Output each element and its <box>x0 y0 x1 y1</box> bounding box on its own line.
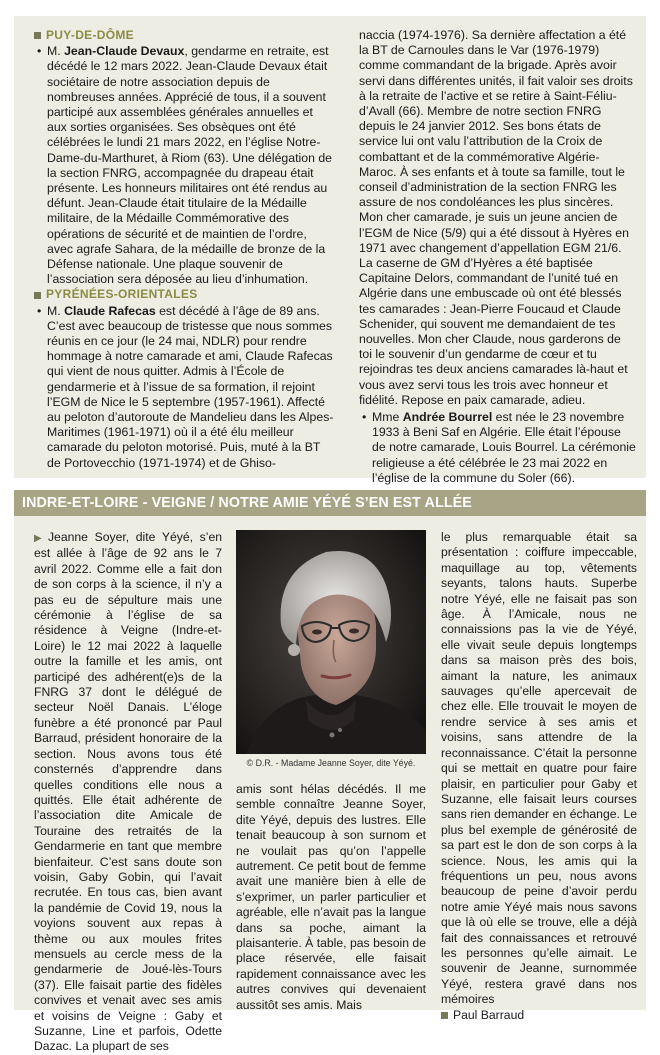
photo-caption: © D.R. - Madame Jeanne Soyer, dite Yéyé. <box>246 758 416 768</box>
person-name: Andrée Bourrel <box>402 410 493 425</box>
story-banner: INDRE-ET-LOIRE - VEIGNE / NOTRE AMIE YÉYÉ S’EN EST ALLÉE <box>14 490 646 516</box>
square-marker-icon <box>34 32 41 39</box>
obituary-rafecas-continuation: naccia (1974-1976). Sa dernière affectation a été la BT de Carnoules dans le Var (1976-1979) comme commandant de la brigade. Après avoir servi dans différentes unités, il fait valoir ses droits à la retraite de l’active et se retire à Saint-Féliu-d’Avall (66). Membre de notre section FNRG depuis le 24 janvier 2012. Ses bons états de service lui ont valu l’attribution de la Croix de combattant et de la commémorative Algérie-Maroc. À ses enfants et à toute sa famille, tout le conseil d’administration de la section FNRG les assure de nos condoléances les plus sincères. Mon cher camarade, je suis un jeune ancien de l’EGM de Nice (5/9) qui a été dissout à Hyères en 1971 avec changement d’appellation EGM 21/6. La caserne de GM d’Hyères a été baptisée Capitaine Delors, commandant de l’unité tué en Algérie dans une embuscade où ont été blessés tes camarades : Jean-Pierre Foucaud et Claude Schenider, qui souvent me demandaient de tes nouvelles. Mon cher Claude, nous garderons de toi le souvenir d’un gendarme de cœur et tu rejoindras tes deux anciens camarades là-haut et vous avez servi tous les trois avec honneur et fidélité. Repose en paix camarade, adieu. <box>359 28 633 407</box>
play-triangle-icon: ▶ <box>34 533 45 544</box>
section-heading-pyrenees-orientales: PYRÉNÉES-ORIENTALES <box>34 287 334 302</box>
obituary-bourrel: • Mme Andrée Bourrel est née le 23 novembre 1933 à Beni Saf en Algérie. Elle était l’épouse de notre camarade, Louis Bourrel. La cérémonie religieuse a été célébrée le 23 mai 2022 en l’église de la commune du Soler (66). <box>362 410 636 485</box>
obituary-devaux: • M. Jean-Claude Devaux, gendarme en retraite, est décédé le 12 mars 2022. Jean-Claude Devaux était sociétaire de notre association depuis de nombreuses années. Apprécié de tous, il a souvent participé aux assemblées générales annuelles et aux sorties organisées. Ses obsèques ont été célébrées le lundi 21 mars 2022, en l’église Notre-Dame-du-Marthuret, à Riom (63). Une délégation de la section FNRG, accompagnée du drapeau était présente. Les honneurs militaires ont été rendus au défunt. Jean-Claude était titulaire de la Médaille militaire, de la Médaille Commémorative des opérations de sécurité et de maintien de l’ordre, avec agrafe Sahara, de la médaille de bronze de la Défense nationale. Une plaque souvenir de l’association sera déposée au lieu d’inhumation. <box>37 44 333 287</box>
bullet-icon: • <box>37 303 42 318</box>
story-signature: Paul Barraud <box>441 1008 637 1023</box>
story-column-2: amis sont hélas décédés. Il me semble connaître Jeanne Soyer, dite Yéyé, depuis des lustres. Elle tenait beaucoup à son surnom et ne voulait pas qu’on l’appelle autrement. Ce petit bout de femme avait une manière bien à elle de s’exprimer, un parler particulier et agréable, elle n’avait pas la langue dans sa poche, aimant la plaisanterie. À table, pas besoin de place réservée, elle faisait rapidement connaissance avec les autres convives qui devenaient aussitôt ses amis. Mais <box>236 782 426 1012</box>
story-column-3-text: le plus remarquable était sa présentation : coiffure impeccable, maquillage au top, vêtements seyants, talons hauts. Superbe notre Yéyé, elle ne faisait pas son âge. À l’Amicale, nous ne connaissions pas la vie de Yéyé, elle vivait seule depuis longtemps dans sa maison près des bois, aimant la nature, les animaux sauvages qu’elle apercevait de chez elle. Elle trouvait le moyen de rendre service à ses amis et voisins, sans attendre de la reconnaissance. C’était la personne qui se mettait en quatre pour faire plaisir, en particulier pour Gaby et Suzanne, elle faisait leurs courses sans rien demander en échange. Le plus bel exemple de générosité de sa part est le don de son corps à la science. Nous, les amis qui la fréquentions un peu, nous avons beaucoup de peine d’avoir perdu notre amie Yéyé mais nous savons que là où elle se trouve, elle a déjà fait des connaissances et retrouvé les personnes qu’elle aimait. Le souvenir de Jeanne, surnommée Yéyé, restera gravé dans nos mémoires <box>441 530 637 1007</box>
portrait-photo <box>236 530 426 754</box>
story-panel <box>14 516 646 1054</box>
person-name: Jean-Claude Devaux <box>64 44 185 59</box>
bullet-icon: • <box>37 44 42 59</box>
obituary-column-right <box>359 28 637 486</box>
square-marker-icon <box>34 292 41 299</box>
story-column-3 <box>441 530 637 1023</box>
person-name: Claude Rafecas <box>64 303 156 318</box>
obituary-panel <box>14 16 646 485</box>
square-marker-icon <box>441 1012 448 1019</box>
section-heading-puy-de-dome: PUY-DE-DÔME <box>34 28 334 43</box>
obituary-rafecas: • M. Claude Rafecas est décédé à l’âge de 89 ans. C’est avec beaucoup de tristesse que nous sommes réunis en ce jour (le 24 mai, NDLR) pour rendre hommage à notre camarade et ami, Claude Rafecas qui vient de nous quitter. Admis à l’École de gendarmerie et à l’issue de sa formation, il rejoint l’EGM de Nice le 5 septembre (1957-1961). Affecté au peloton d’autoroute de Mandelieu dans les Alpes-Maritimes (1961-1971) où il a été élu meilleur camarade du peloton motorisé. Puis, muté à la BT de Portovecchio (1971-1974) et de Ghiso- <box>37 303 334 470</box>
obituary-column-left <box>34 28 334 471</box>
bullet-icon: • <box>362 410 367 425</box>
story-column-1: ▶ Jeanne Soyer, dite Yéyé, s’en est allée à l’âge de 92 ans le 7 avril 2022. Comme elle a fait don de son corps à la science, il n’y a pas eu de sépulture mais une cérémonie à l’église de sa résidence à Veigne (Indre-et-Loire) le 12 mai 2022 à laquelle outre la famille et les amis, ont participé des adhérent(e)s de la FNRG 37 dont le délégué de secteur Noël Danais. L’éloge funèbre a été prononcé par Paul Barraud, président honoraire de la section. Nous avons tous été consternés d’apprendre dans quelles conditions elle nous a quittés. Elle était adhérente de l’association dite Amicale de Touraine des retraités de la Gendarmerie en tant que membre bienfaiteur. C’est sans doute son voisin, Gaby Gobin, qui l’avait recrutée. En tous cas, bien avant la pandémie de Covid 19, nous la voyions souvent aux repas à thème ou aux moules frites mensuels au cercle mess de la gendarmerie de Joué-lès-Tours (37). Elle faisait partie des fidèles convives et venait avec ses amis et voisins de Veigne : Gaby et Suzanne, Line et parfois, Odette Dazac. La plupart de ses <box>34 530 222 1054</box>
portrait-illustration <box>236 530 426 754</box>
